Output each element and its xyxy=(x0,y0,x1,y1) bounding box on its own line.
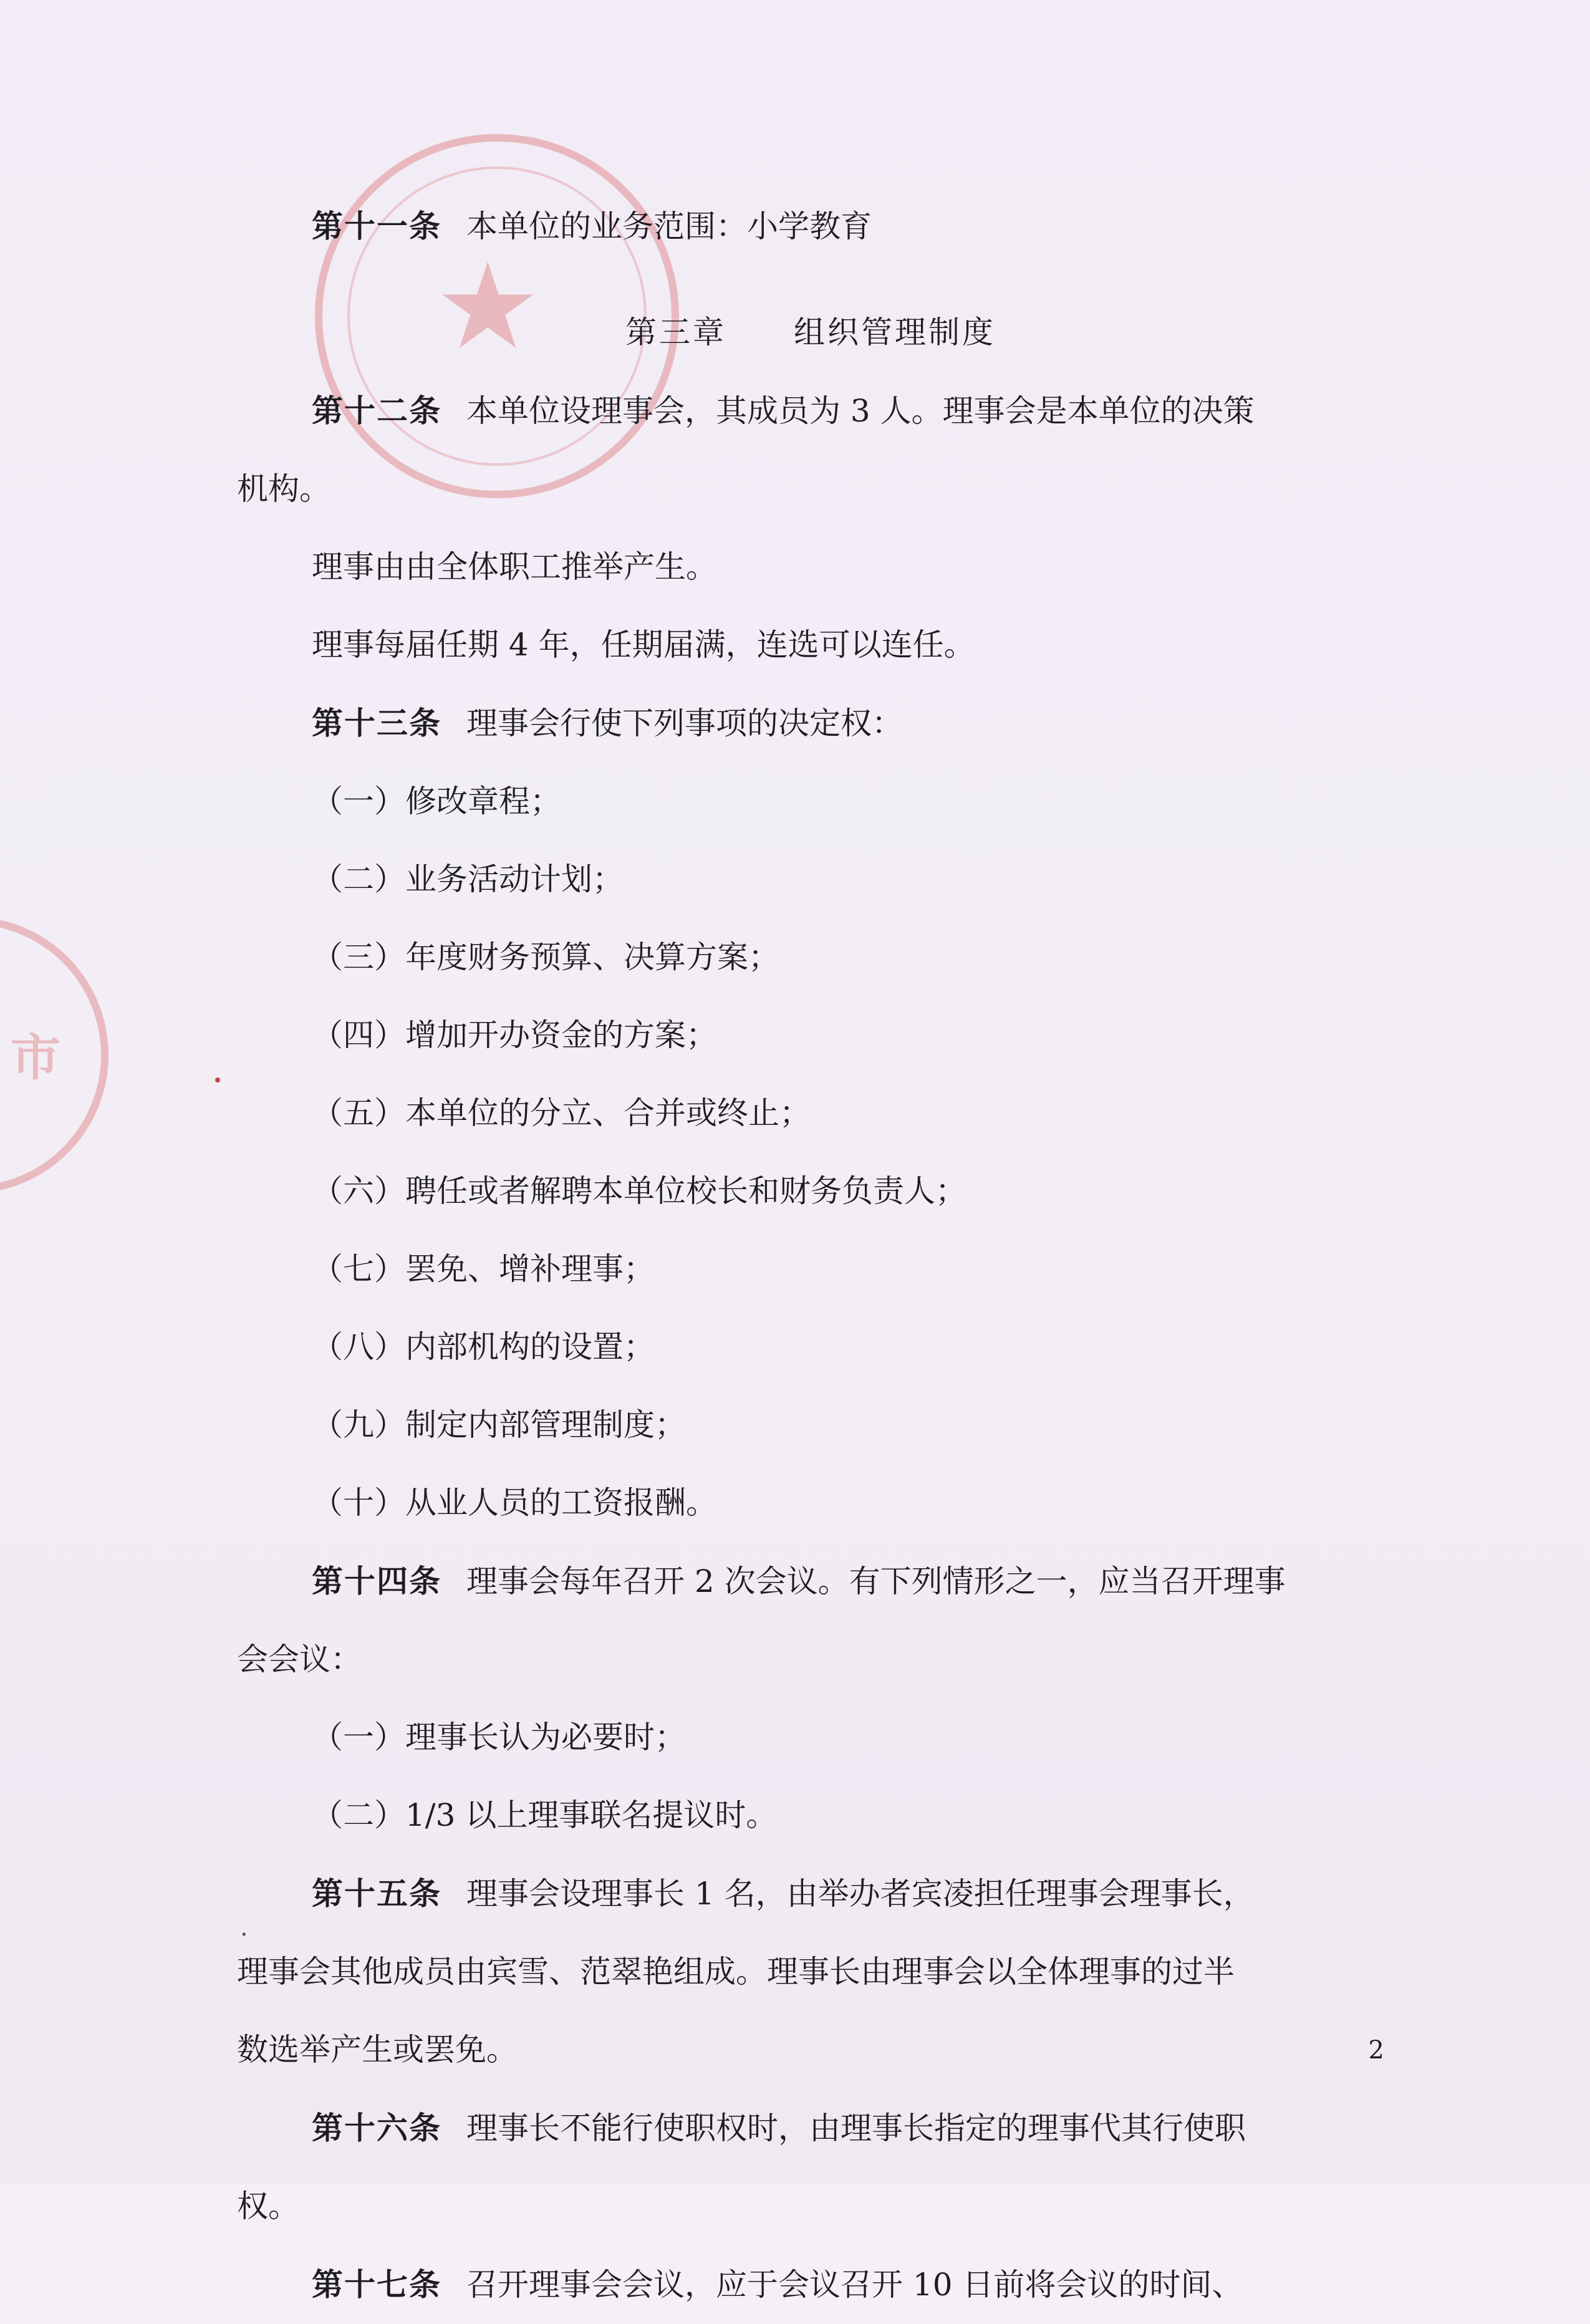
article-text: 本单位的业务范围：小学教育 xyxy=(466,208,872,244)
article-number: 第十六条 xyxy=(312,2109,441,2146)
seal-text: 市 xyxy=(11,1028,65,1087)
article-paragraph xyxy=(237,372,1384,450)
article-text: 理事长不能行使职权时，由理事长指定的理事代其行使职 xyxy=(466,2110,1246,2146)
paragraph: （九）制定内部管理制度； xyxy=(312,1407,686,1443)
paragraph: （五）本单位的分立、合并或终止； xyxy=(312,1095,811,1131)
paragraph: （一）修改章程； xyxy=(312,783,561,819)
article-text: 理事会行使下列事项的决定权： xyxy=(466,705,903,741)
document-body xyxy=(237,187,1384,2324)
article-paragraph xyxy=(237,187,1384,266)
paragraph-continuation: 理事会其他成员由宾雪、范翠艳组成。理事长由理事会以全体理事的过半 xyxy=(237,1954,1235,1990)
article-number: 第十二条 xyxy=(312,392,441,429)
paragraph: （二）业务活动计划； xyxy=(312,861,624,897)
official-seal-partial xyxy=(0,917,108,1193)
article-number: 第十五条 xyxy=(312,1875,441,1912)
paragraph: （十）从业人员的工资报酬。 xyxy=(312,1485,717,1521)
article-paragraph xyxy=(237,684,1384,763)
article-text: 理事会设理事长 1 名，由举办者宾凌担任理事会理事长， xyxy=(466,1876,1255,1912)
ink-dot xyxy=(215,1078,220,1082)
article-number: 第十一条 xyxy=(312,208,441,244)
article-number: 第十三条 xyxy=(312,705,441,741)
paragraph: （一）理事长认为必要时； xyxy=(312,1719,686,1755)
margin-mark: · xyxy=(240,1921,248,1949)
article-text: 本单位设理事会，其成员为 3 人。理事会是本单位的决策 xyxy=(466,393,1255,429)
chapter-heading: 第三章 组织管理制度 xyxy=(625,314,996,350)
article-paragraph xyxy=(237,2089,1384,2167)
paragraph: 理事每届任期 4 年，任期届满，连选可以连任。 xyxy=(312,627,975,663)
paragraph: （六）聘任或者解聘本单位校长和财务负责人； xyxy=(312,1173,966,1209)
article-number: 第十七条 xyxy=(312,2266,441,2303)
paragraph: 理事由由全体职工推举产生。 xyxy=(312,549,717,585)
paragraph-continuation: 权。 xyxy=(237,2188,299,2224)
paragraph: （八）内部机构的设置； xyxy=(312,1329,655,1365)
article-paragraph xyxy=(237,1542,1384,1621)
paragraph: （二）1/3 以上理事联名提议时。 xyxy=(312,1797,778,1833)
article-paragraph xyxy=(237,2245,1384,2324)
seal-star-icon: ★ xyxy=(435,238,541,375)
article-text: 召开理事会会议，应于会议召开 10 日前将会议的时间、 xyxy=(466,2267,1243,2303)
paragraph: （七）罢免、增补理事； xyxy=(312,1251,655,1287)
article-paragraph xyxy=(237,1854,1384,1933)
article-text: 理事会每年召开 2 次会议。有下列情形之一，应当召开理事 xyxy=(466,1563,1286,1599)
page-number: 2 xyxy=(1368,2036,1384,2065)
paragraph-continuation: 机构。 xyxy=(237,471,330,507)
paragraph: （四）增加开办资金的方案； xyxy=(312,1017,717,1053)
paragraph-continuation: 数选举产生或罢免。 xyxy=(237,2032,518,2068)
article-number: 第十四条 xyxy=(312,1563,441,1599)
paragraph-continuation: 会会议： xyxy=(237,1641,362,1677)
paragraph: （三）年度财务预算、决算方案； xyxy=(312,939,779,975)
